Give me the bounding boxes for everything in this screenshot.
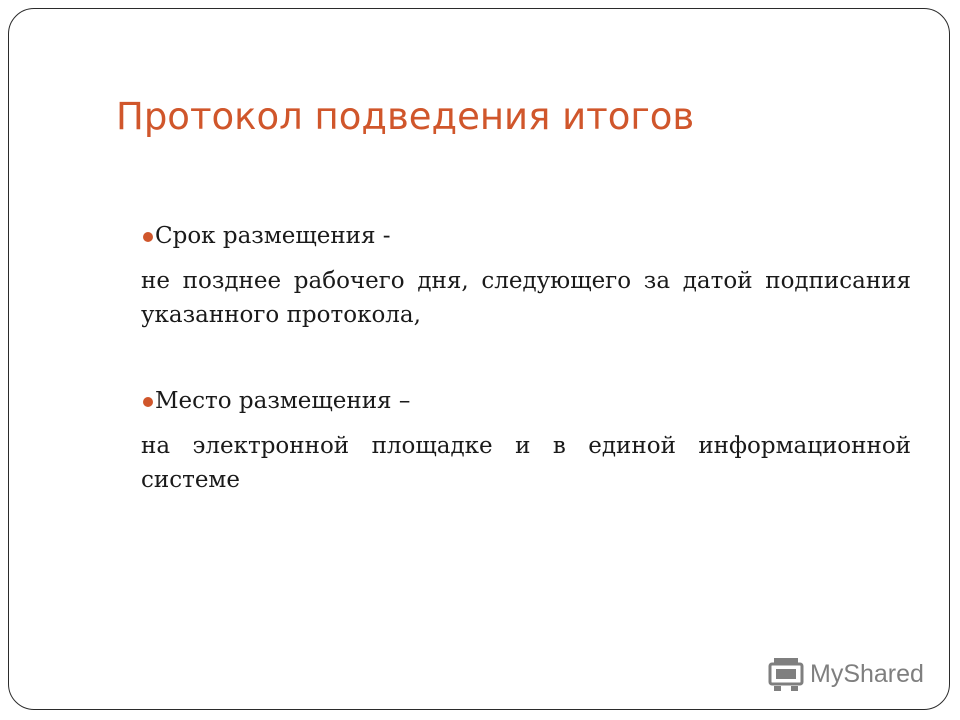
bullet-heading: Место размещения – — [155, 388, 411, 414]
slide-frame — [8, 8, 950, 710]
watermark-text: MyShared — [810, 659, 924, 688]
myshared-logo-icon — [768, 655, 804, 693]
bullet-item-deadline — [141, 219, 911, 253]
bullet-dot-icon — [143, 232, 153, 242]
watermark-logo — [768, 655, 924, 693]
bullet-description: не позднее рабочего дня, следующего за датой подписания указанного протокола, — [141, 268, 911, 328]
slide-title: Протокол подведения итогов — [116, 95, 695, 138]
bullet-item-location — [141, 384, 911, 418]
bullet-heading: Срок размещения - — [155, 223, 391, 249]
bullet-dot-icon — [143, 397, 153, 407]
bullet-description: на электронной площадке и в единой информационной системе — [141, 433, 911, 493]
slide-content — [141, 219, 911, 497]
